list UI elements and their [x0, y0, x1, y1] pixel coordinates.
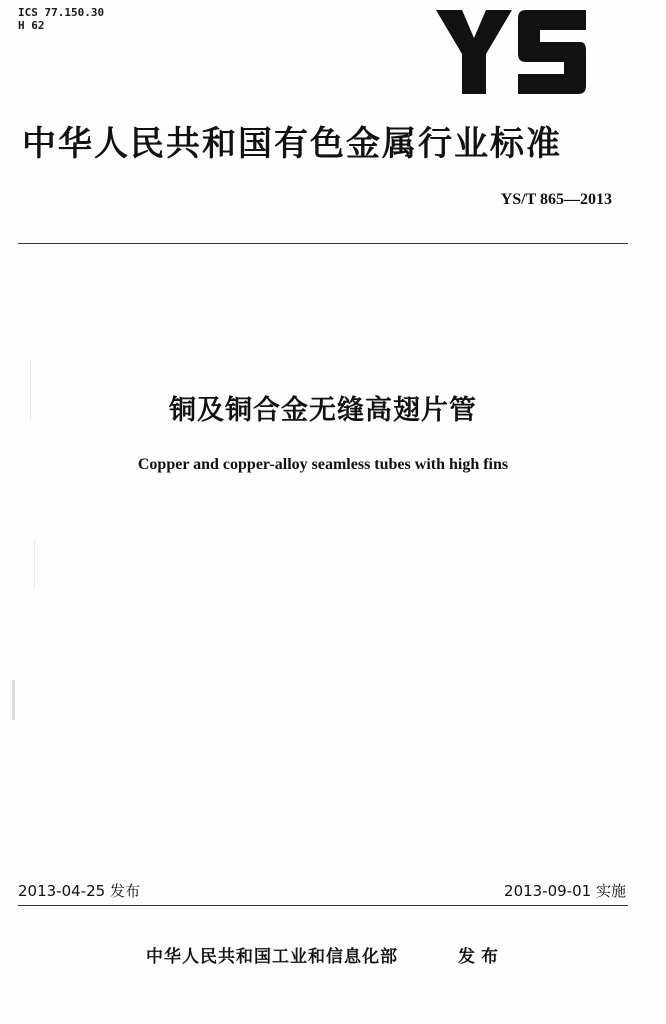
ccs-code: H 62	[18, 19, 45, 32]
ys-logo	[436, 10, 590, 98]
chinese-title: 铜及铜合金无缝高翅片管	[169, 395, 477, 426]
ys-logo-letter-y	[436, 10, 512, 94]
issue-date: 2013-04-25 发布	[18, 882, 140, 900]
scan-speck	[12, 680, 15, 720]
ys-logo-letter-s	[518, 10, 586, 94]
scan-speck	[30, 360, 31, 420]
ics-code: ICS 77.150.30	[18, 6, 105, 19]
organization-standard-title: 中华人民共和国有色金属行业标准	[22, 124, 562, 164]
standard-number: YS/T 865—2013	[500, 191, 612, 208]
english-title: Copper and copper-alloy seamless tubes with high fins	[137, 456, 509, 473]
classification-codes	[18, 6, 104, 32]
publisher-name: 中华人民共和国工业和信息化部	[146, 947, 398, 967]
footer-divider	[18, 905, 628, 906]
header-divider	[18, 243, 628, 244]
implementation-date: 2013-09-01 实施	[504, 882, 626, 900]
publish-label: 发布	[458, 947, 504, 967]
scan-speck	[34, 540, 35, 590]
